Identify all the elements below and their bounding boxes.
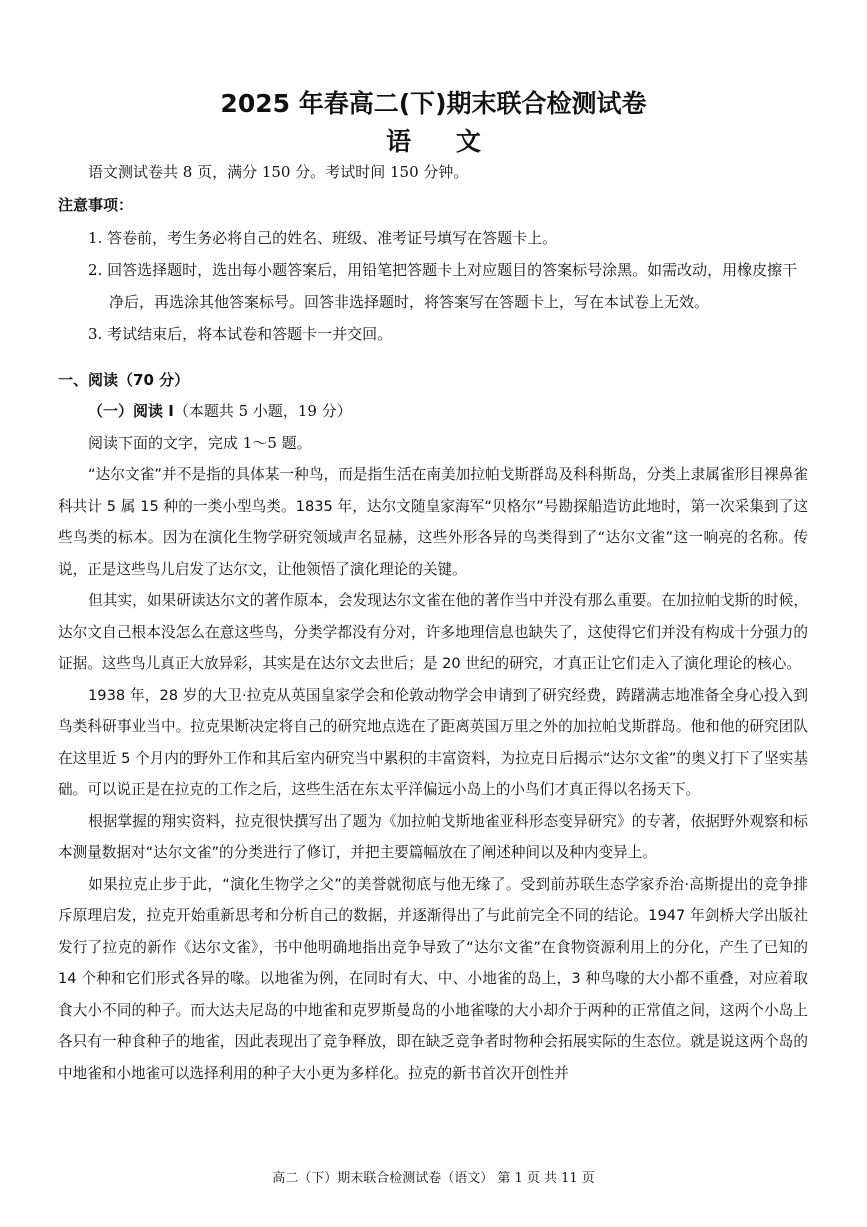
exam-title: 2025 年春高二(下)期末联合检测试卷: [220, 89, 647, 118]
passage-paragraph: 但其实，如果研读达尔文的著作原本，会发现达尔文雀在他的著作当中并没有那么重要。在加拉帕戈斯的时候，达尔文自己根本没怎么在意这些鸟，分类学都没有分对，许多地理信息也缺失了，这使得它们并没有构成十分强力的证据。这些鸟儿真正大放异彩，其实是在达尔文去世后；是 20 世纪的研究，才真正让它们走入了演化理论的核心。: [58, 592, 808, 672]
passage-paragraph: 根据掌握的翔实资料，拉克很快撰写出了题为《加拉帕戈斯地雀亚科形态变异研究》的专著，依据野外观察和标本测量数据对“达尔文雀”的分类进行了修订，并把主要篇幅放在了阐述种间以及种内变异上。: [58, 812, 808, 861]
passage-paragraph: “达尔文雀”并不是指的具体某一种鸟，而是指生活在南美加拉帕戈斯群岛及科科斯岛，分类上隶属雀形目裸鼻雀科共计 5 属 15 种的一类小型鸟类。1835 年，达尔文随皇家海军“贝格尔”号勘探船造访此地时，第一次采集到了这些鸟类的标本。因为在演化生物学研究领域声名显赫，这些外形各异的鸟类得到了“达尔文雀”这一响亮的名称。传说，正是这些鸟儿启发了达尔文，让他领悟了演化理论的关键。: [58, 466, 808, 578]
passage-paragraph: 1938 年，28 岁的大卫·拉克从英国皇家学会和伦敦动物学会申请到了研究经费，踌躇满志地准备全身心投入到鸟类科研事业当中。拉克果断决定将自己的研究地点选在了距离英国万里之外的加拉帕戈斯群岛。他和他的研究团队在这里近 5 个月内的野外工作和其后室内研究当中累积的丰富资料，为拉克日后揭示“达尔文雀”的奥义打下了坚实基础。可以说正是在拉克的工作之后，这些生活在东太平洋偏远小岛上的小鸟们才真正得以名扬天下。: [58, 686, 808, 798]
note-item-2: 2. 回答选择题时，选出每小题答案后，用铅笔把答题卡上对应题目的答案标号涂黑。如需改动，用橡皮擦干: [88, 261, 798, 279]
reading-instruction: 阅读下面的文字，完成 1～5 题。: [88, 434, 312, 452]
subsection-heading: [88, 401, 352, 421]
passage-paragraph: 如果拉克止步于此，“演化生物学之父”的美誉就彻底与他无缘了。受到前苏联生态学家乔治·高斯提出的竞争排斥原理启发，拉克开始重新思考和分析自己的数据，并逐渐得出了与此前完全不同的结论。1947 年剑桥大学出版社发行了拉克的新作《达尔文雀》，书中他明确地指出竞争导致了“达尔文雀”在食物资源利用上的分化，产生了已知的 14 个种和它们形式各异的喙。以地雀为例，在同时有大、中、小地雀的岛上，3 种鸟喙的大小都不重叠，对应着取食大小不同的种子。而大达夫尼岛的中地雀和克罗斯曼岛的小地雀喙的大小却介于两种的正常值之间，这两个小岛上各只有一种食种子的地雀，因此表现出了竞争释放，即在缺乏竞争者时物种会拓展实际的生态位。就是说这两个岛的中地雀和小地雀可以选择利用的种子大小更为多样化。拉克的新书首次开创性并: [58, 875, 808, 1082]
section-heading: 一、阅读（70 分）: [58, 371, 190, 389]
subject-title: 语 文: [386, 127, 499, 156]
page-footer: 高二（下）期末联合检测试卷（语文） 第 1 页 共 11 页: [272, 1171, 595, 1186]
subsection-label: （一）阅读 I: [88, 402, 174, 420]
subsection-note: （本题共 5 小题，19 分）: [173, 402, 352, 420]
passage: [58, 459, 808, 1089]
exam-intro: 语文测试卷共 8 页，满分 150 分。考试时间 150 分钟。: [88, 163, 469, 181]
notes-heading: 注意事项：: [58, 196, 134, 214]
note-item-3: 3. 考试结束后，将本试卷和答题卡一并交回。: [88, 325, 393, 343]
note-item-2-continued: 净后，再选涂其他答案标号。回答非选择题时，将答案写在答题卡上，写在本试卷上无效。: [109, 293, 710, 311]
note-item-1: 1. 答卷前，考生务必将自己的姓名、班级、准考证号填写在答题卡上。: [88, 229, 558, 247]
